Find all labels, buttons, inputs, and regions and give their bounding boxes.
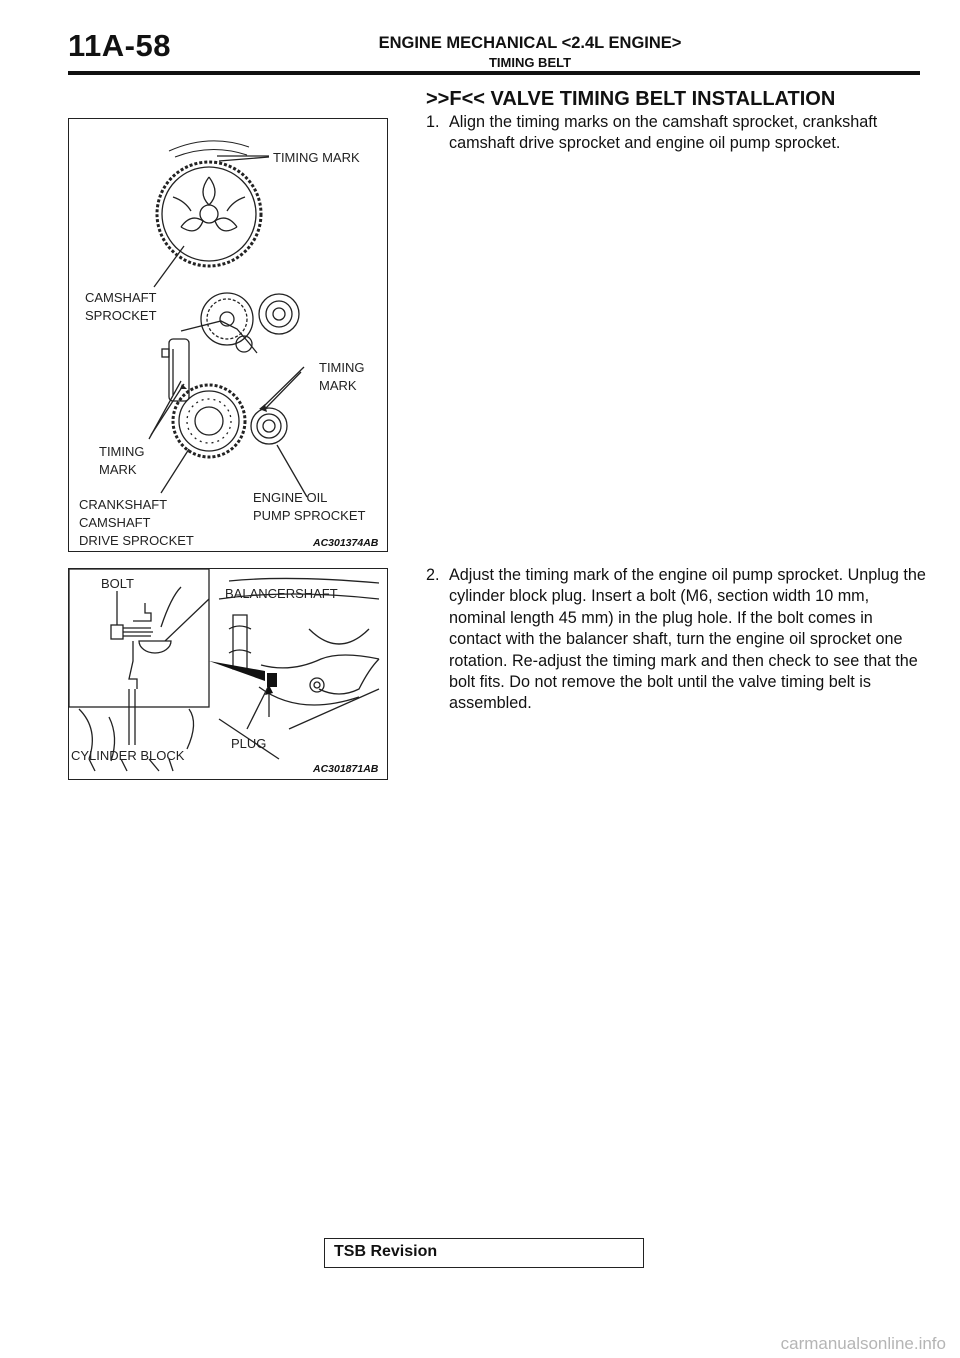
page-number: 11A-58 [68, 28, 171, 63]
step-1 [426, 112, 926, 155]
label-timing-mark-left-line2: MARK [99, 462, 137, 477]
header-rule [68, 71, 920, 75]
figure-1-code: AC301374AB [313, 537, 379, 549]
label-oil-pump-line2: PUMP SPROCKET [253, 508, 366, 523]
step-1-number: 1. [426, 113, 440, 131]
label-balancershaft: BALANCERSHAFT [225, 586, 338, 601]
step-2-number: 2. [426, 566, 440, 584]
step-2-text: Adjust the timing mark of the engine oil pump sprocket. Unplug the cylinder block plug. Insert a bolt (M6, section width 10 mm, nominal length 45 mm) in the plug hole. If the bolt comes in contact with the balancer shaft, turn the engine oil sprocket one rotation. Re-adjust the timing mark and then check to see that the bolt fits. Do not remove the bolt until the valve timing belt is assembled. [449, 566, 926, 713]
label-oil-pump-line1: ENGINE OIL [253, 490, 328, 505]
timing-marks-illustration [69, 119, 387, 551]
step-1-text: Align the timing marks on the camshaft sprocket, crankshaft camshaft drive sprocket and engine oil pump sprocket. [449, 113, 878, 153]
label-plug: PLUG [231, 736, 267, 751]
timing-marks-figure [68, 118, 388, 552]
label-timing-mark-right-line2: MARK [319, 378, 357, 393]
label-camshaft-sprocket-line1: CAMSHAFT [85, 290, 157, 305]
label-bolt: BOLT [101, 576, 134, 591]
tsb-revision-label: TSB Revision [334, 1243, 438, 1260]
header-subtitle: TIMING BELT [488, 55, 572, 70]
label-timing-mark-right-line1: TIMING [319, 360, 365, 375]
label-crankshaft-line1: CRANKSHAFT [79, 497, 168, 512]
site-watermark: carmanualsonline.info [780, 1334, 946, 1353]
bolt-insertion-figure [68, 568, 388, 780]
label-cylinder-block: CYLINDER BLOCK [71, 748, 185, 763]
label-camshaft-sprocket-line2: SPROCKET [85, 308, 157, 323]
label-crankshaft-line2: CAMSHAFT [79, 515, 151, 530]
header-title: ENGINE MECHANICAL <2.4L ENGINE> [378, 34, 682, 52]
section-heading: >>F<< VALVE TIMING BELT INSTALLATION [426, 88, 836, 110]
label-timing-mark-top: TIMING MARK [273, 150, 360, 165]
figure-2-code: AC301871AB [313, 763, 379, 775]
step-2 [426, 565, 926, 715]
label-crankshaft-line3: DRIVE SPROCKET [79, 533, 194, 548]
label-timing-mark-left-line1: TIMING [99, 444, 145, 459]
